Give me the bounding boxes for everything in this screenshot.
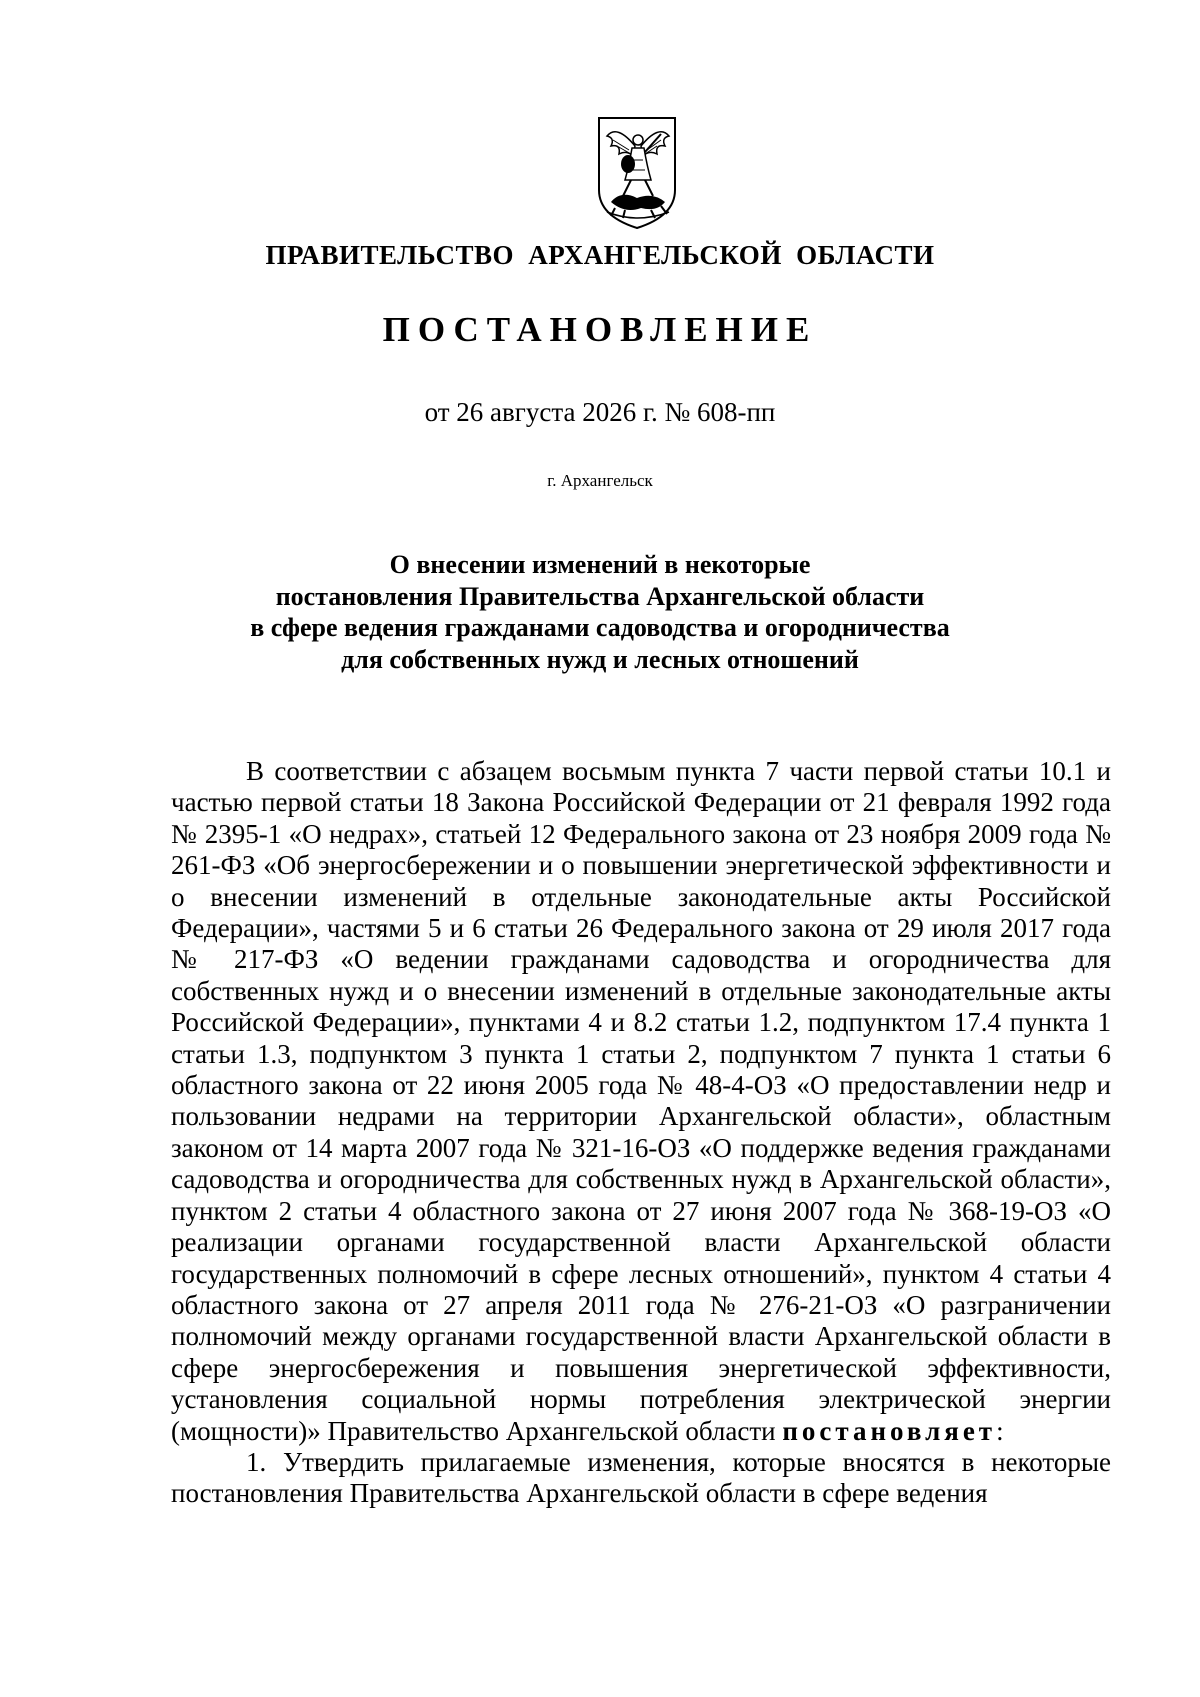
date-number: от 26 августа 2026 г. № 608-пп — [424, 397, 776, 427]
resolve-word: постановляет — [782, 1415, 997, 1446]
title-line: постановления Правительства Архангельской области — [275, 581, 925, 611]
coat-of-arms-icon — [595, 112, 679, 232]
preamble-text: В соответствии с абзацем восьмым пункта 7 части первой статьи 10.1 и частью первой статьи 18 Закона Российской Федерации от 21 февраля 1992 года № 2395-1 «О недрах», статьей 12 Федерального закона от 23 ноября 2009 года № 261-ФЗ «Об энергосбережении и о повышении энергетической эффективности и о внесении изменений в отдельные законодательные акты Российской Федерации», частями 5 и 6 статьи 26 Федерального закона от 29 июля 2017 года № 217-ФЗ «О ведении гражданами садоводства и огородничества для собственных нужд и о внесении изменений в отдельные законодательные акты Российской Федерации», пунктами 4 и 8.2 статьи 1.2, подпунктом 17.4 пункта 1 статьи 1.3, подпунктом 3 пункта 1 статьи 2, подпунктом 7 пункта 1 статьи 6 областного закона от 22 июня 2005 года № 48-4-ОЗ «О предоставлении недр и пользовании недрами на территории Архангельской области», областным законом от 14 марта 2007 года № 321-16-ОЗ «О поддержке ведения гражданами садоводства и огородничества для собственных нужд в Архангельской области», пунктом 2 статьи 4 областного закона от 27 июня 2007 года № 368-19-ОЗ «О реализации органами государственной власти Архангельской области государственных полномочий в сфере лесных отношений», пунктом 4 статьи 4 областного закона от 27 апреля 2011 года № 276-21-ОЗ «О разграничении полномочий между органами государственной власти Архангельской области в сфере энергосбережения и повышения энергетической эффективности, установления социальной нормы потребления электрической энергии (мощности)» Правительство Архангельской — [171, 756, 1111, 1446]
document-body — [171, 756, 1111, 1510]
city: г. Архангельск — [547, 471, 653, 490]
government-name: ПРАВИТЕЛЬСТВО АРХАНГЕЛЬСКОЙ ОБЛАСТИ — [265, 240, 935, 270]
document-type: ПОСТАНОВЛЕНИЕ — [382, 310, 818, 349]
resolve-prefix: области — [685, 1415, 776, 1446]
preamble-paragraph — [171, 756, 1111, 1447]
title-line: в сфере ведения гражданами садоводства и огородничества — [250, 613, 950, 642]
resolve-suffix: : — [996, 1415, 1004, 1446]
item-1-paragraph: 1. Утвердить прилагаемые изменения, которые вносятся в некоторые постановления Правительства Архангельской области в сфере ведения — [171, 1446, 1111, 1509]
title-line: для собственных нужд и лесных отношений — [341, 644, 859, 674]
title-line: О внесении изменений в некоторые — [389, 550, 811, 579]
document-title — [240, 549, 960, 675]
